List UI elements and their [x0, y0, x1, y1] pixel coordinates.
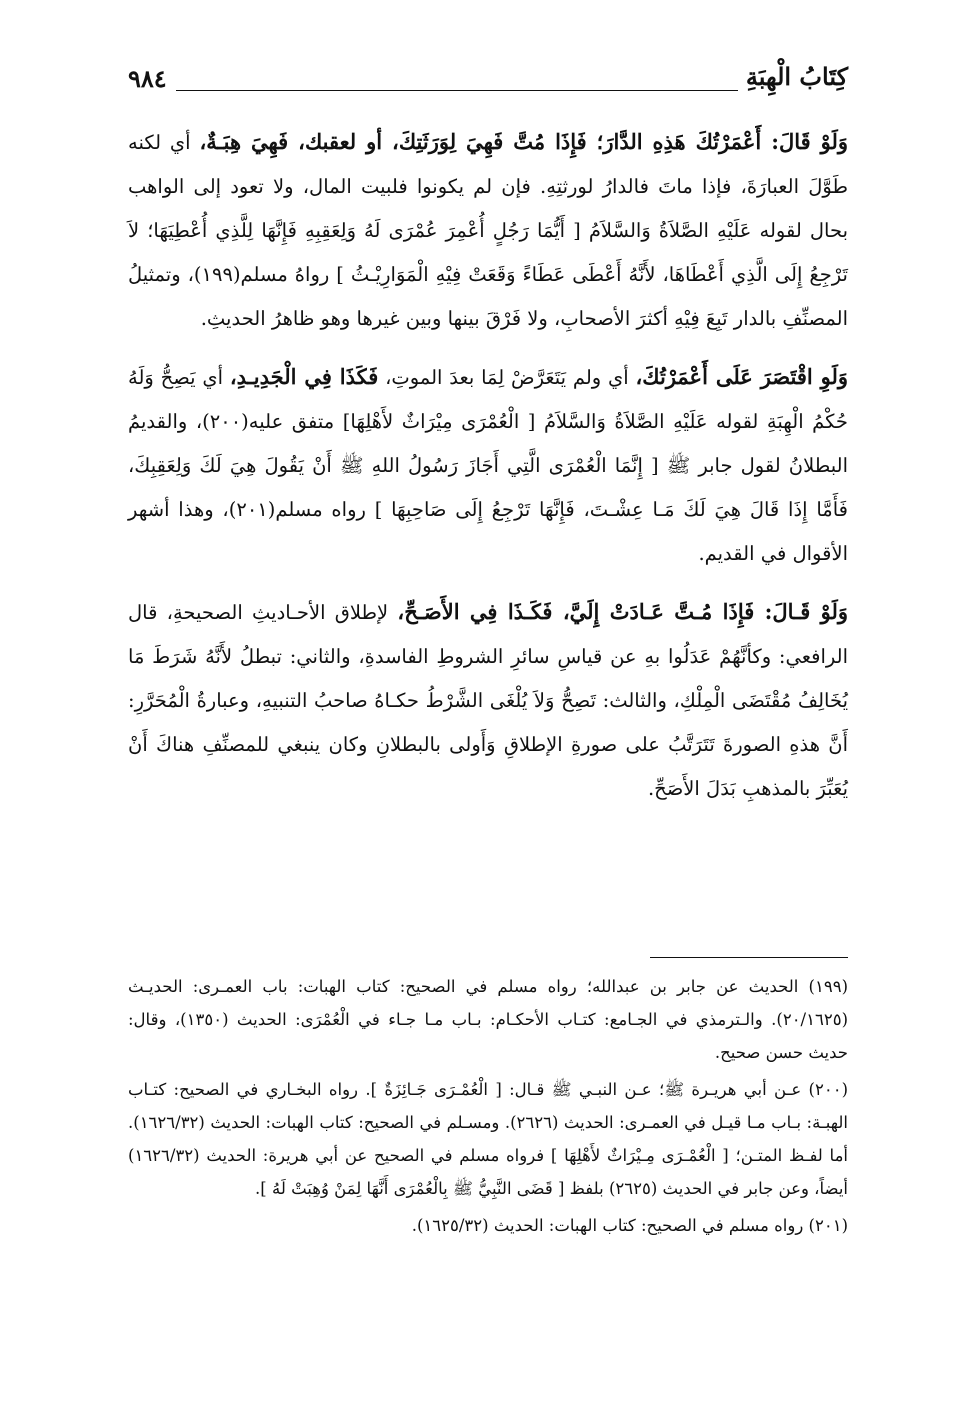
sharh-text: لإطلاق الأحـاديثِ الصحيحةِ، قال الرافعي: وكأنَّهُمْ عَدَلُوا بهِ عن قياسِ سائرِ الشروطِ الفاسدةِ، والثاني: تبطلُ لأَنَّهُ شَرَطَ مَا يُخَالِفُ مُقْتَضَى الْمِلْكِ، والثالث: تَصِحُّ وَلاَ يُلْغَى الشَّرْطُ حكـاهُ صاحبُ التنبيهِ، وعبارةُ الْمُحَرَّرِ: أَنَّ هذهِ الصورةَ تَتَرَتَّبُ على صورةِ الإطلاقِ وَأَولى بالبطلانِ وكان ينبغي للمصنِّفِ هناكَ أَنْ يُعَبِّرَ بالمذهبِ بَدَلَ الأَصَحِّ. [128, 601, 848, 800]
matn-text: وَلَوِ اقْتَصَرَ عَلَى أَعْمَرْتُكَ، [635, 364, 849, 389]
footnote-201: (٢٠١) رواه مسلم في الصحيح: كتاب الهبات: الحديث (١٦٢٥/٣٢). [411, 1216, 848, 1235]
paragraph-2 [128, 355, 848, 576]
paragraph-1 [128, 120, 848, 341]
sharh-text: أي ولم يَتَعَرَّضْ لِمَا بعدَ الموتِ، [378, 366, 636, 389]
header-rule [176, 90, 738, 91]
paragraph-3 [128, 590, 848, 811]
sharh-text: أي لكنه طَوَّلَ العبارَةَ، فإذا ماتَ فالدارُ لورثتِهِ. فإن لم يكونوا فلبيت المال، ولا تعود إلى الواهب بحال لقوله عَلَيْهِ الصَّلاَةُ وَالسَّلاَمُ [ أَيُّمَا رَجُلٍ أُعْمِرَ عُمْرَى لَهُ وَلِعَقِبِهِ فَإِنَّهَا لِلَّذِي أُعْطِيَهَا؛ لاَ تَرْجِعُ إِلَى الَّذِي أَعْطَاهَا، لأَنَّهُ أَعْطَى عَطَاءً وَقَعَتْ فِيْهِ الْمَوَارِيْـثُ ] رواهُ مسلم(١٩٩)، وتمثيلُ المصنِّفِ بالدار تَبِعَ فِيْهِ أكثرَ الأصحابِ، ولا فَرْقَ بينها وبين غيرها وهو ظاهرُ الحديثِ. [128, 131, 848, 330]
footnote-separator [650, 957, 848, 958]
running-title: كِتَابُ الْهِبَةِ [745, 62, 848, 91]
matn-text: وَلَوْ قَـالَ: فَإِذَا مُـتَّ عَـادَتْ إِلَيَّ، فَكَـذَا فِي الأَصَـحِّ، [397, 599, 848, 624]
matn-text: وَلَوْ قَالَ: أَعْمَرْتُكَ هَذِهِ الدَّارَ؛ فَإِذَا مُتَّ فَهِيَ لِوَرَثَتِكَ، أو لعقبك، فَهِيَ هِبَـةٌ، [199, 129, 848, 154]
sharh-text: أي يَصِحُّ وَلَهُ حُكْمُ الْهِبَةِ لقوله عَلَيْهِ الصَّلاَةُ وَالسَّلاَمُ [ الْعُمْرَى مِيْرَاثٌ لأَهْلِهَا] متفق عليه(٢٠٠)، والقديمُ البطلانُ لقول جابر ﷺ [ إِنَّمَا الْعُمْرَى الَّتِي أَجَازَ رَسُولُ اللهِ ﷺ أَنْ يَقُولَ هِيَ لَكَ وَلِعَقِبِكَ، فَأَمَّا إِذَا قَالَ هِيَ لَكَ مَـا عِشْـتَ، فَإِنَّهَا تَرْجِعُ إِلَى صَاحِبِهَا ] رواه مسلم(٢٠١)، وهذا أشهر الأقوال في القديم. [128, 366, 848, 565]
footnote-200: (٢٠٠) عـن أبي هريـرة ﷺ؛ عـن النبـي ﷺ قـال: [ الْعُمْـرَى جَـائِزَةٌ ]. رواه البخـاري في الصحيح: كتـاب الهبـة: بـاب مـا قيـل في العمـرى: الحديث (٢٦٢٦). ومسـلم في الصحيح: كتاب الهبات: الحديث (١٦٢٦/٣٢). أما لفـظ المتـن؛ [ الْعُمْـرَى مِـيْرَاثٌ لأَهْلِهَا ] فرواه مسلم في الصحيح عن أبي هريرة: الحديث (١٦٢٦/٣٢) أيضاً، وعن جابر في الحديث (٢٦٢٥) بلفظ [ قَضَى النَّبِيُّ ﷺ بِالْعُمْرَى أَنَّهَا لِمَنْ وُهِبَتْ لَهُ ]. [128, 1080, 848, 1198]
main-text [128, 120, 848, 825]
footnote-199: (١٩٩) الحديث عن جابر بن عبدالله؛ رواه مسلم في الصحيح: كتاب الهبات: باب العمـرى: الحديـث (٢٠/١٦٢٥). والـترمذي في الجـامع: كتـاب الأحكـام: بـاب مـا جـاء في الْعُمْرَى: الحديث (١٣٥٠)، وقال: حديث حسن صحيح. [128, 977, 848, 1062]
page-number: ٩٨٤ [128, 64, 167, 93]
footnotes [128, 970, 848, 1246]
page-header [128, 62, 848, 96]
matn-text: فَكَذَا فِي الْجَدِيـدِ، [229, 364, 379, 389]
